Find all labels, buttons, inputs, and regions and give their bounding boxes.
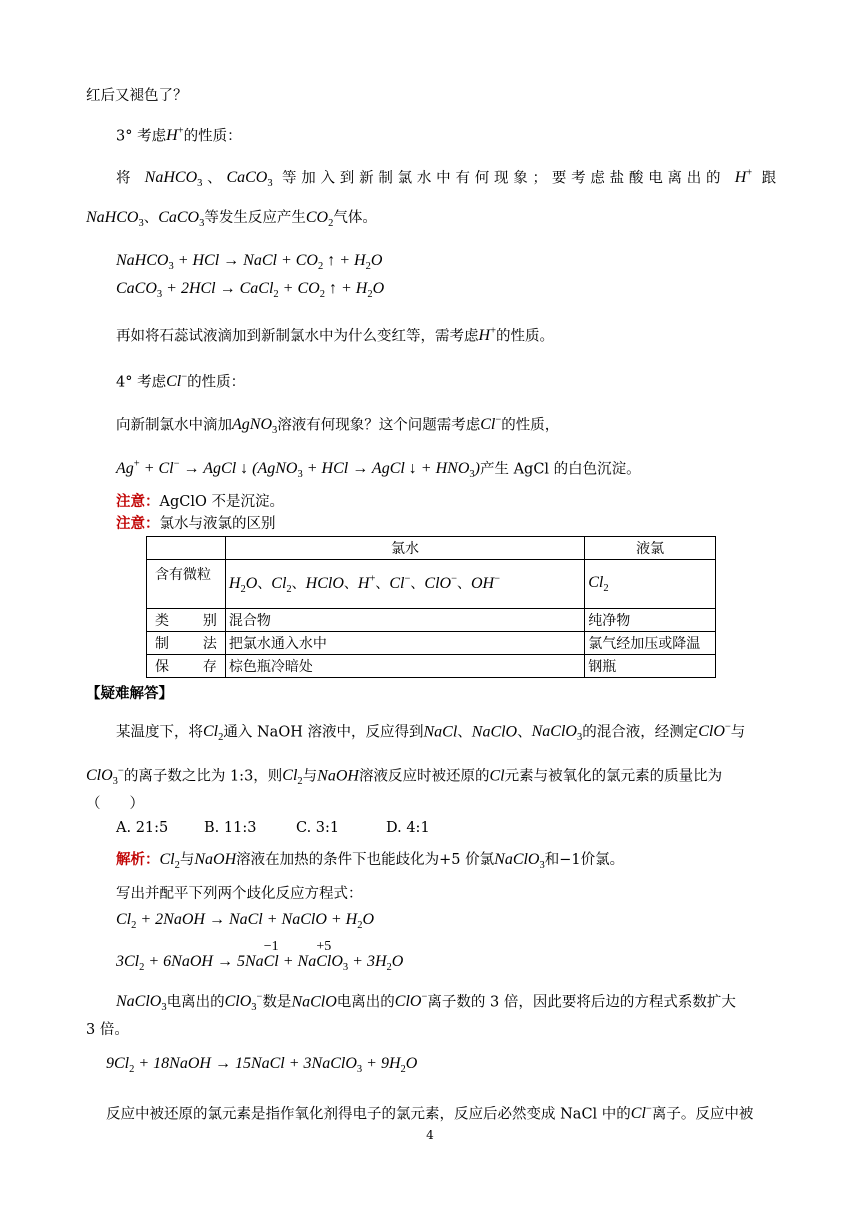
table-row (147, 632, 716, 655)
oxidation-state: −1 (263, 939, 279, 954)
table-cell: 混合物 (225, 609, 584, 632)
question-text: ClO$_3$−的离子数之比为 1:3，则$Cl_2$与NaOH溶液反应时被还原的Cl元素与被氧化的氯元素的质量比为 (86, 766, 723, 788)
option-d: D. 4:1 (386, 820, 430, 836)
analysis-text: 解析：$Cl_2$与NaOH溶液在加热的条件下也能歧化为+5 价氯NaClO$_3$和−1价氯。 (116, 851, 625, 872)
table-cell: 氯气经加压或降温 (585, 632, 716, 655)
analysis-text: NaClO$_3$电离出的ClO$_3$−数是NaClO电离出的ClO−离子数的 3 倍，因此要将后边的方程式系数扩大 (116, 992, 736, 1014)
oxidation-state: +5 (316, 939, 332, 954)
equation: $9Cl_2$ + 18NaOH → 15NaCl + 3NaClO$_3$ + $9H_2O$ (106, 1055, 418, 1076)
table-cell: 棕色瓶冷暗处 (225, 655, 584, 678)
paragraph: 将 NaHCO$_3$、CaCO$_3$ 等加入到新制氯水中有何现象；要考虑盐酸电离出的 H+ 跟 (116, 168, 777, 190)
option-c: C. 3:1 (296, 820, 340, 836)
table-cell: $H_2O$、$Cl_2$、HClO、H+、Cl−、ClO−、OH− (225, 560, 584, 609)
analysis-text: 3 倍。 (86, 1022, 129, 1038)
analysis-text: 写出并配平下列两个歧化反应方程式： (116, 886, 363, 902)
paragraph: 向新制氯水中滴加AgNO$_3$溶液有何现象？这个问题需考虑Cl−的性质， (116, 415, 560, 437)
equation: CaCO$_3$ + 2HCl → CaCl$_2$ + $CO_2$ ↑ + $H_2O$ (116, 280, 385, 301)
equation: $3Cl_2$ + 6NaOH → 5NaCl −1 + NaCl +5 $O_3 + 3H_2O$ (116, 939, 404, 974)
page-number: 4 (426, 1128, 434, 1142)
equation: Ag+ + Cl− → AgCl ↓ (AgNO$_3$ + HCl → AgCl ↓ + $HNO_3$)产生 AgCl 的白色沉淀。 (116, 459, 641, 481)
table-cell: 钢瓶 (585, 655, 716, 678)
option-b: B. 11:3 (204, 820, 257, 836)
table-row (147, 609, 716, 632)
table-cell: $Cl_2$ (585, 560, 716, 609)
table-header-cell: 氯水 (225, 537, 584, 560)
answer-paren: （ ） (86, 796, 144, 812)
table-cell: 纯净物 (585, 609, 716, 632)
table-header-cell: 液氯 (585, 537, 716, 560)
paragraph: NaHCO$_3$、CaCO$_3$等发生反应产生$CO_2$气体。 (86, 209, 377, 230)
question-text: 某温度下，将$Cl_2$通入 NaOH 溶液中，反应得到NaCl、NaClO、NaClO$_3$的混合液，经测定ClO−与 (116, 722, 746, 744)
table-cell: 类别 (147, 609, 226, 632)
table-cell: 把氯水通入水中 (225, 632, 584, 655)
heading-cl-ion: 4° 考虑Cl−的性质： (116, 372, 246, 391)
text-line: 红后又褪色了？ (86, 88, 188, 104)
comparison-table (146, 536, 716, 678)
table-cell (147, 537, 226, 560)
table-cell: 制法 (147, 632, 226, 655)
heading-h-ion: 3° 考虑H+的性质： (116, 126, 242, 145)
table-row (147, 655, 716, 678)
equation: NaHCO$_3$ + HCl → NaCl + $CO_2$ ↑ + $H_2O$ (116, 252, 383, 273)
section-heading: 【疑难解答】 (86, 685, 173, 702)
table-row (147, 560, 716, 609)
note: 注意：氯水与液氯的区别 (116, 515, 276, 532)
table-header-row (147, 537, 716, 560)
paragraph: 再如将石蕊试液滴加到新制氯水中为什么变红等，需考虑H+的性质。 (116, 326, 554, 345)
option-a: A. 21:5 (116, 820, 169, 836)
table-cell: 含有微粒 (147, 560, 226, 609)
analysis-text: 反应中被还原的氯元素是指作氧化剂得电子的氯元素，反应后必然变成 NaCl 中的Cl−离子。反应中被 (106, 1104, 754, 1123)
table-cell: 保存 (147, 655, 226, 678)
equation: $Cl_2$ + 2NaOH → NaCl + NaClO + $H_2O$ (116, 911, 375, 932)
note: 注意：AgClO 不是沉淀。 (116, 493, 284, 510)
